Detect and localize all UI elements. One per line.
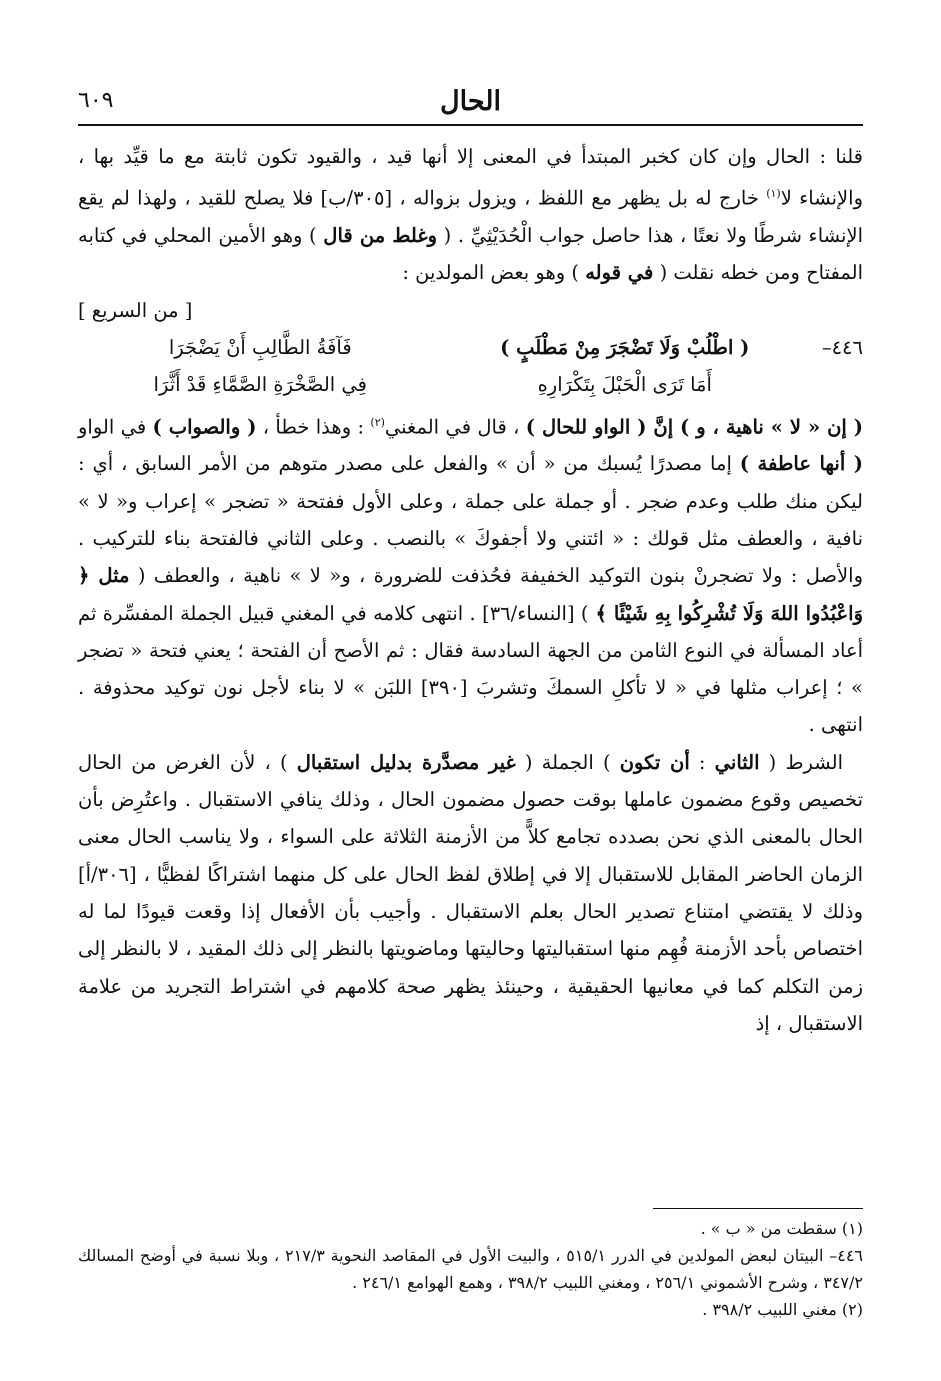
verse-line-2 <box>78 366 863 403</box>
text-run: ) ، لأن الغرض من الحال تخصيص وقوع مضمون عاملها بوقت حصول مضمون الحال ، وذلك ينافي الاستقبال . واعتُرِض بأن الحال بالمعنى الذي نحن بصدده تجامع كلاًّ من الأزمنة الثلاثة على السواء ، ولا يناسب الحال معنى الزمان الحاضر المقابل للاستقبال إلا في إطلاق لفظ الحال على كل منهما اشتراكًا لفظيًّا ، [٣٠٦/أ] وذلك لا يقتضي امتناع تصدير الحال بعلم الاستقبال . وأجيب بأن الأفعال إذا وقعت قيودًا لما له اختصاص بأحد الأزمنة فُهِم منها استقباليتها وحاليتها وماضويتها بالنظر إلى ذلك المقيد ، لا بالنظر إلى زمن التكلم كما في معانيها الحقيقية ، وحينئذ يظهر صحة كلامهم في اشتراط التجريد من علامة الاستقبال ، إذ <box>78 750 863 1035</box>
matn-bold: مثل <box>98 564 130 588</box>
text-run: ) وهو الأمين المحلي في كتابه المفتاح ومن خطه نقلت ( <box>78 224 863 285</box>
matn-bold: ( أنها عاطفة ) <box>739 452 863 476</box>
footnote-2: (٢) مغني اللبيب ٣٩٨/٢ . <box>702 1300 863 1319</box>
footnote-verse-446: ٤٤٦– البيتان لبعض المولدين في الدرر ٥١٥/١ ، والبيت الأول في المقاصد النحوية ٢١٧/٣ ، وبلا نسبة في أوضح المسالك ٣٤٧/٢ ، وشرح الأشموني ٢٥٦/١ ، ومغني اللبيب ٣٩٨/٢ ، وهمع الهوامع ٢٤٦/١ . <box>78 1246 864 1292</box>
page-number: ٦٠٩ <box>78 88 114 113</box>
text-run: قلنا : الحال وإن كان كخبر المبتدأ في المعنى إلا أنها قيد ، والقيود تكون ثابتة مع ما قيِّد بها ، والإنشاء لا <box>78 145 863 210</box>
text-run: الشرط ( <box>759 750 843 774</box>
matn-bold: في قوله <box>585 261 654 285</box>
matn-bold: الثاني <box>714 750 760 774</box>
footnotes <box>78 1208 863 1323</box>
poetic-meter: [ من السريع ] <box>78 298 193 322</box>
footnote-1: (١) سقطت من « ب » . <box>700 1219 863 1238</box>
hemistich-second: فَآفَةُ الطَّالِبِ أَنْ يَضْجَرَا <box>168 335 352 359</box>
text-run: إما مصدرًا يُسبك من « أن » والفعل على مصدر متوهم من الأمر السابق ، أي : ليكن منك طلب وعدم ضجر . أو جملة على جملة ، وعلى الأول ففتحة « تضجر » إعراب و« لا » نافية ، والعطف مثل قولك : « ائتني ولا أجفوكَ » بالنصب . وعلى الثاني فالفتحة بناء للتركيب . والأصل : ولا تضجرنْ بنون التوكيد الخفيفة فحُذفت للضرورة ، و« لا » ناهية ، والعطف ( <box>78 452 863 588</box>
text-run: ) وهو بعض المولدين : <box>402 261 586 285</box>
matn-bold: ( والصواب ) <box>152 415 257 439</box>
paragraph-2 <box>78 404 863 744</box>
matn-bold: غير مصدَّرة بدليل استقبال <box>296 750 516 774</box>
verse-number: ٤٤٦– <box>821 335 863 359</box>
running-title: الحال <box>439 86 501 117</box>
footnote-divider <box>653 1208 863 1209</box>
footnote-ref-1: (١) <box>766 187 781 201</box>
footnote-ref-2: (٢) <box>370 415 385 429</box>
text-run: خارج له بل يظهر مع اللفظ ، ويزول بزواله ، [٣٠٥/ب] فلا يصلح للقيد ، ولهذا لم يقع الإنشاء شرطًا ولا نعتًا ، هذا حاصل جواب الْحُدَيْثِيِّ . ( <box>78 186 863 248</box>
poem-verse <box>78 329 863 404</box>
text-run: في الواو <box>78 415 153 439</box>
paragraph-1 <box>78 138 863 292</box>
text-run: : <box>689 750 715 774</box>
quran-verse: ﴿ وَاعْبُدُوا اللهَ وَلَا تُشْرِكُوا بِهِ شَيْئًا ﴾ <box>78 564 864 625</box>
hemistich-first: ( اطْلُبْ وَلَا تَضْجَرَ مِنْ مَطْلَبٍ ) <box>500 335 750 359</box>
text-run: ) الجملة ( <box>515 750 620 774</box>
page-header <box>78 82 863 126</box>
text-run: : وهذا خطأ ، <box>256 415 371 439</box>
main-text <box>78 138 863 1042</box>
verse-line-1 <box>78 329 863 366</box>
hemistich-second: فِي الصَّخْرَةِ الصَّمَّاءِ قَدْ أَثَّرَا <box>153 373 367 397</box>
matn-bold: ( إن « لا » ناهية ، و ) إنَّ ( الواو للحال ) <box>525 415 863 439</box>
text-run: ، قال في المغني <box>384 415 526 439</box>
paragraph-3 <box>78 744 863 1042</box>
matn-bold: أن تكون <box>619 750 690 774</box>
hemistich-first: أَمَا تَرَى الْحَبْلَ بِتَكْرَارِهِ <box>537 373 712 397</box>
text-run: ) [النساء/٣٦] . انتهى كلامه في المغني قبيل الجملة المفسِّرة ثم أعاد المسألة في النوع الثامن من الجهة السادسة فقال : ثم الأصح أن الفتحة ؛ يعني فتحة « تضجر » ؛ إعراب مثلها في « لا تأكلِ السمكَ وتشربَ [٣٩٠] اللبَن » لا بناء لأجل نون توكيد محذوفة . انتهى . <box>78 601 863 737</box>
matn-bold: وغلط من قال <box>323 224 437 248</box>
